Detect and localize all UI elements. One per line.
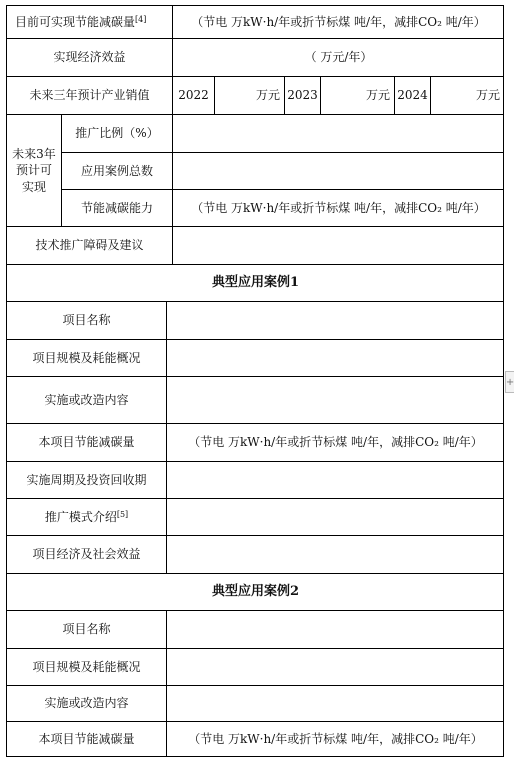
- year-2023-label: [284, 76, 320, 114]
- case1-mode-text: 推广模式介绍: [44, 509, 117, 524]
- future-sales-text: 未来三年预计产业销值: [29, 88, 150, 103]
- case-count-value[interactable]: [172, 152, 504, 189]
- case1-project-name-label: [6, 301, 166, 339]
- case1-benefit-label: [6, 535, 166, 573]
- case1-implementation-value[interactable]: [166, 376, 504, 423]
- current-reduction-label: [6, 5, 172, 38]
- case1-period-value[interactable]: [166, 461, 504, 498]
- year-2023-value[interactable]: [320, 76, 394, 114]
- year-2022-unit: 万元: [255, 88, 280, 103]
- case1-scale-value[interactable]: [166, 339, 504, 376]
- case1-scale-label: [6, 339, 166, 376]
- case2-reduction-value[interactable]: [166, 721, 504, 757]
- case1-title-text: 典型应用案例1: [211, 275, 300, 291]
- case1-period-text: 实施周期及投资回收期: [26, 472, 147, 487]
- energy-value-text: （节电 万kW·h/年或折节标煤 吨/年，减排CO₂ 吨/年）: [191, 14, 486, 29]
- barrier-value[interactable]: [172, 226, 504, 264]
- barrier-text: 技术推广障碍及建议: [35, 238, 144, 253]
- case2-scale-text: 项目规模及耗能概况: [32, 659, 141, 674]
- add-row-handle-icon[interactable]: [505, 371, 514, 393]
- economic-benefit-value[interactable]: [172, 38, 504, 76]
- year-2022-text: 2022: [178, 88, 209, 103]
- economic-benefit-text: 实现经济效益: [53, 50, 126, 65]
- case1-benefit-text: 项目经济及社会效益: [32, 547, 141, 562]
- case1-reduction-value[interactable]: [166, 423, 504, 461]
- case1-implementation-text: 实施或改造内容: [44, 392, 129, 407]
- year-2024-label: [394, 76, 430, 114]
- footnote-5: [5]: [116, 509, 129, 519]
- case2-implementation-text: 实施或改造内容: [44, 696, 129, 711]
- case2-scale-label: [6, 648, 166, 685]
- case2-scale-value[interactable]: [166, 648, 504, 685]
- case2-implementation-value[interactable]: [166, 685, 504, 721]
- case2-reduction-value-text: （节电 万kW·h/年或折节标煤 吨/年，减排CO₂ 吨/年）: [188, 732, 483, 747]
- case1-reduction-value-text: （节电 万kW·h/年或折节标煤 吨/年，减排CO₂ 吨/年）: [188, 435, 483, 450]
- case1-reduction-label: [6, 423, 166, 461]
- economic-benefit-label: [6, 38, 172, 76]
- case-count-label: [61, 152, 172, 189]
- barrier-label: [6, 226, 172, 264]
- case1-implementation-label: [6, 376, 166, 423]
- case1-reduction-text: 本项目节能减碳量: [38, 435, 135, 450]
- capacity-label: [61, 189, 172, 226]
- case2-title-text: 典型应用案例2: [211, 584, 300, 600]
- case2-reduction-label: [6, 721, 166, 757]
- case2-reduction-text: 本项目节能减碳量: [38, 732, 135, 747]
- case1-benefit-value[interactable]: [166, 535, 504, 573]
- case-count-text: 应用案例总数: [80, 163, 153, 178]
- case1-period-label: [6, 461, 166, 498]
- year-2023-unit: 万元: [365, 88, 390, 103]
- year-2022-label: [172, 76, 214, 114]
- case1-scale-text: 项目规模及耗能概况: [32, 350, 141, 365]
- year-2024-unit: 万元: [475, 88, 500, 103]
- current-reduction-text: 目前可实现节能减碳量: [15, 14, 136, 29]
- year-2024-value[interactable]: [430, 76, 504, 114]
- case1-project-name-value[interactable]: [166, 301, 504, 339]
- footnote-4: [4]: [135, 14, 147, 24]
- capacity-text: 节能减碳能力: [80, 200, 153, 215]
- forecast-group-text: 未来3年预计可实现: [12, 147, 56, 194]
- case1-project-name-text: 项目名称: [62, 313, 111, 328]
- case1-mode-value[interactable]: [166, 498, 504, 535]
- forecast-group-label: [6, 114, 61, 226]
- future-sales-label: [6, 76, 172, 114]
- year-2023-text: 2023: [287, 88, 318, 103]
- year-2024-text: 2024: [397, 88, 428, 103]
- year-2022-value[interactable]: [214, 76, 284, 114]
- promo-ratio-text: 推广比例（%）: [75, 126, 159, 141]
- case2-project-name-value[interactable]: [166, 610, 504, 648]
- case2-implementation-label: [6, 685, 166, 721]
- case1-mode-label: [6, 498, 166, 535]
- promo-ratio-value[interactable]: [172, 114, 504, 152]
- capacity-value-text: （节电 万kW·h/年或折节标煤 吨/年，减排CO₂ 吨/年）: [191, 200, 486, 215]
- table-right-border: [503, 5, 504, 757]
- promo-ratio-label: [61, 114, 172, 152]
- table-bottom-border: [6, 756, 504, 757]
- case2-project-name-label: [6, 610, 166, 648]
- case1-title: [6, 264, 504, 301]
- economic-benefit-unit: （ 万元/年）: [304, 50, 373, 65]
- case2-title: [6, 573, 504, 610]
- capacity-value[interactable]: [172, 189, 504, 226]
- case2-project-name-text: 项目名称: [62, 622, 111, 637]
- current-reduction-value[interactable]: [172, 5, 504, 38]
- plus-icon: +: [505, 376, 514, 388]
